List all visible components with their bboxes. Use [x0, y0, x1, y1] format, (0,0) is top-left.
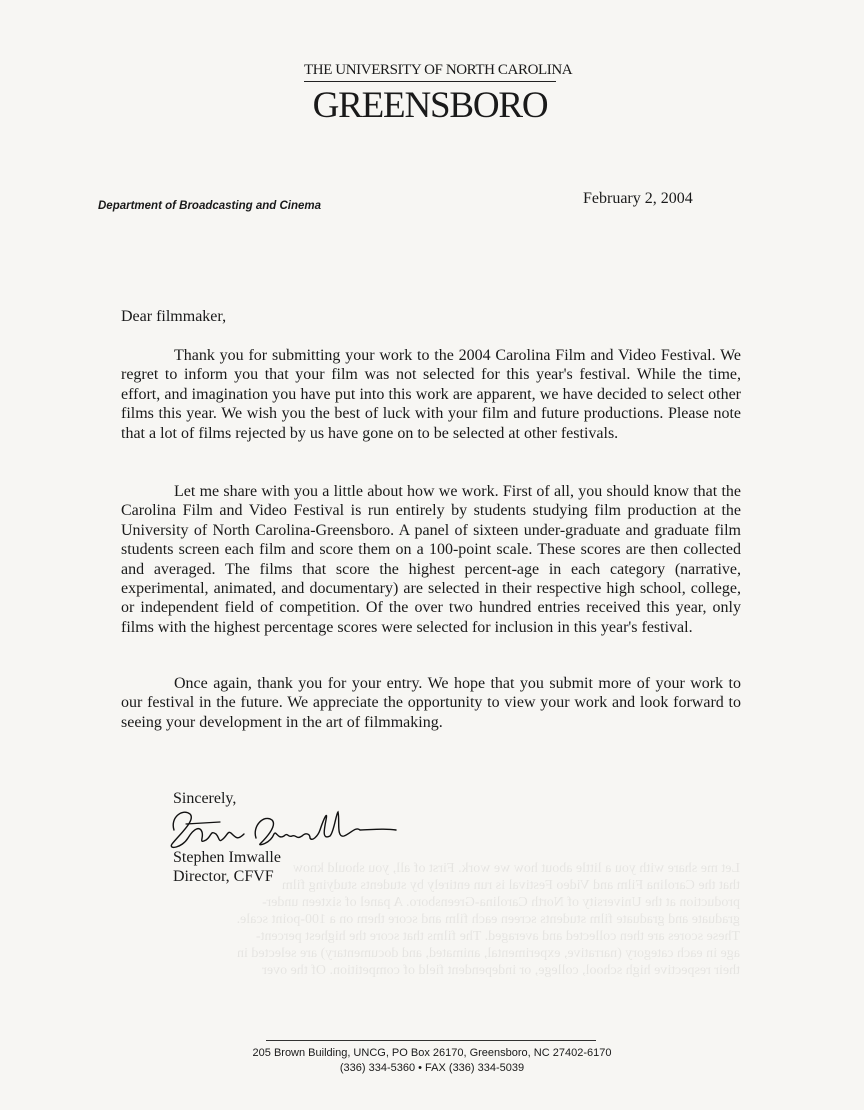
signer-title: Director, CFVF — [173, 868, 274, 885]
footer-phone-fax: (336) 334-5360 • FAX (336) 334-5039 — [339, 1062, 525, 1074]
paragraph-3-text: Once again, thank you for your entry. We hope that you submit more of your work to our festival in the future. We appreciate the opportunity to view your work and look forward to seeing your development in the art of filmmaking. — [121, 675, 741, 731]
paragraph-2-text: Let me share with you a little about how we work. First of all, you should know that the Carolina Film and Video Festival is run entirely by students studying film production at the University of North Carolina-Greensboro. A panel of sixteen under-graduate and graduate film students screen each film and score them on a 100-point scale. These scores are then collected and averaged. The films that score the highest percent-age in each category (narrative, experimental, animated, and documentary) are selected in their respective high school, college, or independent field of competition. Of the over two hundred entries received this year, only films with the highest percentage scores were selected for inclusion in this year's festival. — [121, 483, 741, 636]
letter-date: February 2, 2004 — [583, 190, 693, 207]
letterhead-university-line: THE UNIVERSITY OF NORTH CAROLINA — [304, 62, 573, 78]
letterhead-rule — [304, 81, 556, 82]
handwritten-signature — [160, 800, 400, 852]
closing: Sincerely, — [173, 790, 237, 807]
paragraph-1 — [121, 346, 741, 443]
show-through-reverse: Let me share with you a little about how we work. First of all, you should know that the Carolina Film and Video Festival is run entirely by students studying film production at the University of North Carolina-Greensboro. A panel of sixteen under- graduate and graduate film students screen each film and score them on a 100-point scale. These scores are then collected and averaged. The films that score the highest percent- age in each category (narrative, experimental, animated, and documentary) are selected in their respective high school, college, or independent field of competition. Of the over — [236, 861, 740, 978]
salutation: Dear filmmaker, — [121, 308, 227, 325]
paragraph-3 — [121, 674, 741, 732]
department-name: Department of Broadcasting and Cinema — [98, 200, 322, 212]
footer-address: 205 Brown Building, UNCG, PO Box 26170, Greensboro, NC 27402-6170 — [252, 1047, 612, 1059]
footer-rule — [266, 1040, 596, 1041]
paragraph-2 — [121, 482, 741, 637]
paragraph-1-text: Thank you for submitting your work to the 2004 Carolina Film and Video Festival. We regret to inform you that your film was not selected for this year's festival. While the time, effort, and imagination you have put into this work are apparent, we have decided to select other films this year. We wish you the best of luck with your film and future productions. Please note that a lot of films rejected by us have gone on to be selected at other festivals. — [121, 347, 741, 442]
signer-name: Stephen Imwalle — [173, 849, 281, 866]
letterhead-campus: GREENSBORO — [312, 85, 548, 126]
